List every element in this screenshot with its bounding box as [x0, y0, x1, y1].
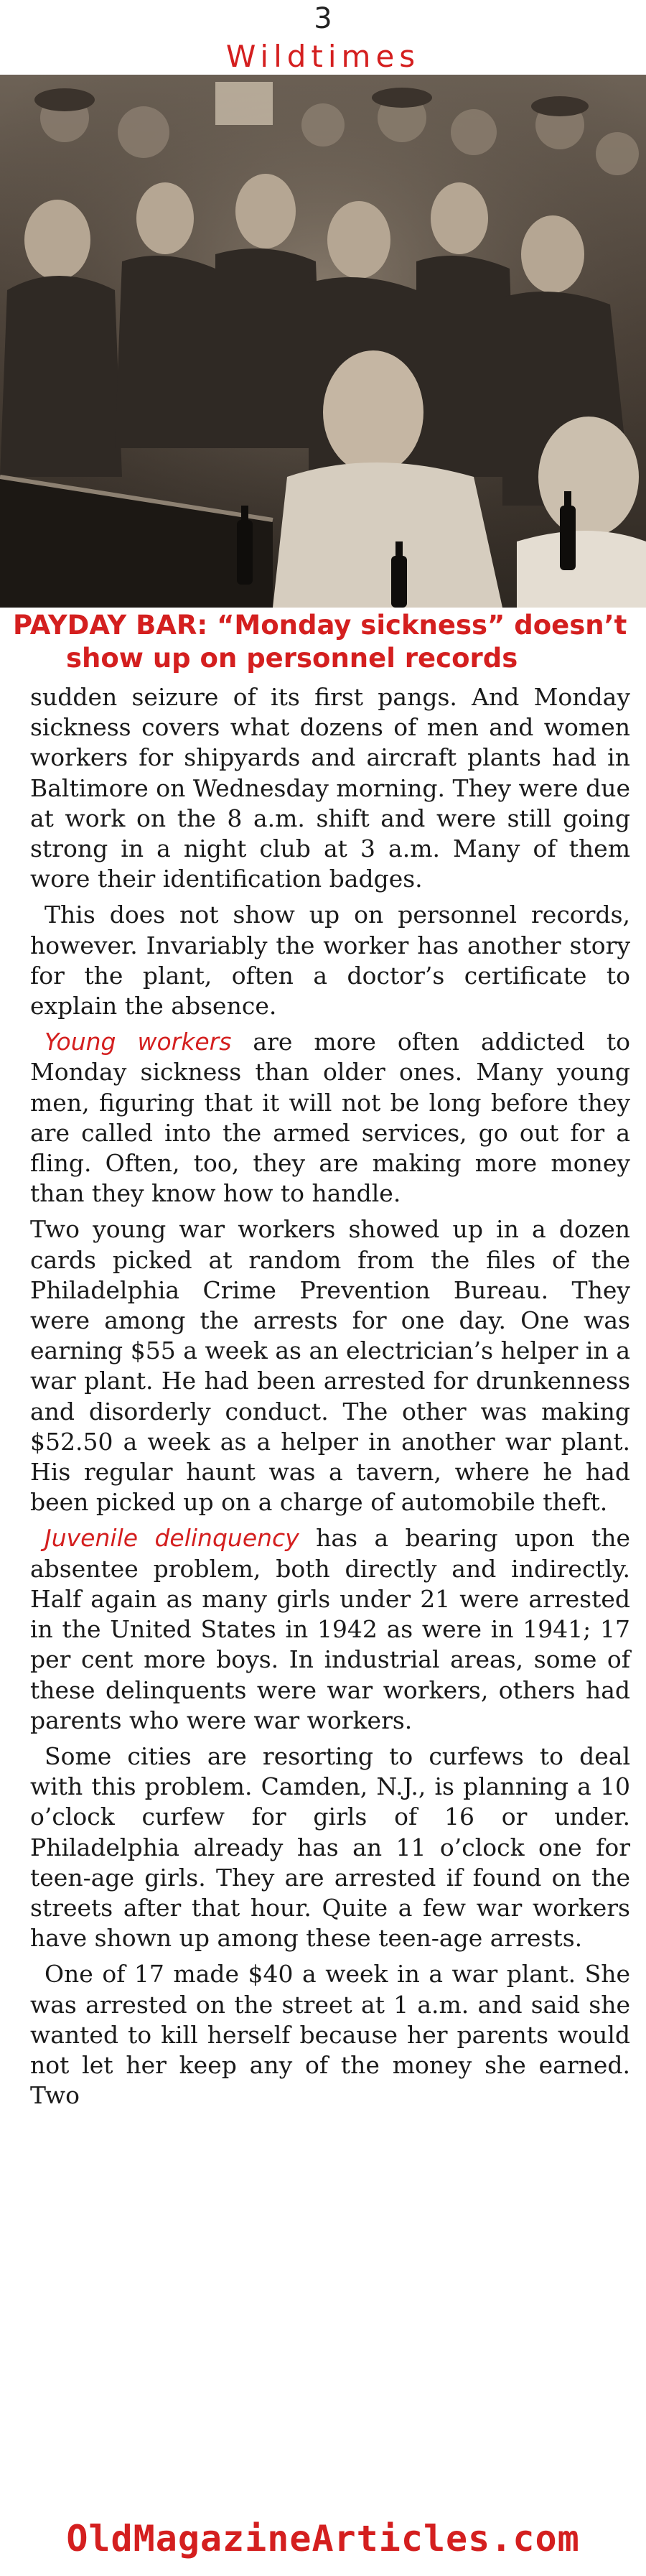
paragraph-6: Some cities are resorting to curfews to deal with this problem. Camden, N.J., is planning a 10 o’clock curfew for girls of 16 or under. Philadelphia already has an 11 o’clock one for teen-age girls. They are arrested if found on the streets after that hour. Quite a few war workers have shown up among these teen-age arrests.	[30, 1742, 630, 1953]
page-number: 3	[314, 2, 332, 35]
article-body	[30, 682, 630, 2116]
paragraph-5-text: has a bearing upon the absentee problem, both directly and indirectly. Half again as many girls under 21 were arrested in the United States in 1942 as were in 1941; 17 per cent more boys. In industrial areas, some of these delinquents were war workers, others had parents who were war workers.	[30, 1524, 630, 1734]
paragraph-4: Two young war workers showed up in a dozen cards picked at random from the files of the Philadelphia Crime Prevention Bureau. They were among the arrests for one day. One was earning $55 a week as an electrician’s helper in a war plant. He had been arrested for drunkenness and disorderly conduct. The other was making $52.50 a week as a helper in another war plant. His regular haunt was a tavern, where he had been picked up on a charge of automobile theft.	[30, 1215, 630, 1517]
paragraph-3-text: are more often addicted to Monday sickness than older ones. Many young men, figuring that it will not be long before they are called into the armed services, go out for a fling. Often, too, they are making more money than they know how to handle.	[30, 1028, 630, 1208]
paragraph-3	[30, 1027, 630, 1209]
lead-juvenile-delinquency: Juvenile delinquency	[45, 1524, 299, 1553]
paragraph-2: This does not show up on personnel records, however. Invariably the worker has another story for the plant, often a doctor’s certificate to explain the absence.	[30, 901, 630, 1020]
site-footer: OldMagazineArticles.com	[66, 2518, 580, 2559]
paragraph-7: One of 17 made $40 a week in a war plant. She was arrested on the street at 1 a.m. and said she wanted to kill herself because her parents would not let her keep any of the money she earned. Two	[30, 1960, 630, 2110]
crowded-bar-photo-icon	[0, 75, 646, 608]
paragraph-1: sudden seizure of its first pangs. And Monday sickness covers what dozens of men and women workers for shipyards and aircraft plants had in Baltimore on Wednesday morning. They were due at work on the 8 a.m. shift and were still going strong in a night club at 3 a.m. Many of them wore their identification badges.	[30, 683, 630, 893]
lead-young-workers: Young workers	[45, 1028, 232, 1056]
section-title: Wildtimes	[225, 39, 421, 74]
paragraph-5	[30, 1523, 630, 1735]
caption-line-2: show up on personnel records	[66, 643, 518, 674]
caption-line-1: PAYDAY BAR: “Monday sickness” doesn’t	[13, 610, 627, 641]
bar-photo	[0, 75, 646, 608]
photo-caption	[0, 609, 646, 675]
